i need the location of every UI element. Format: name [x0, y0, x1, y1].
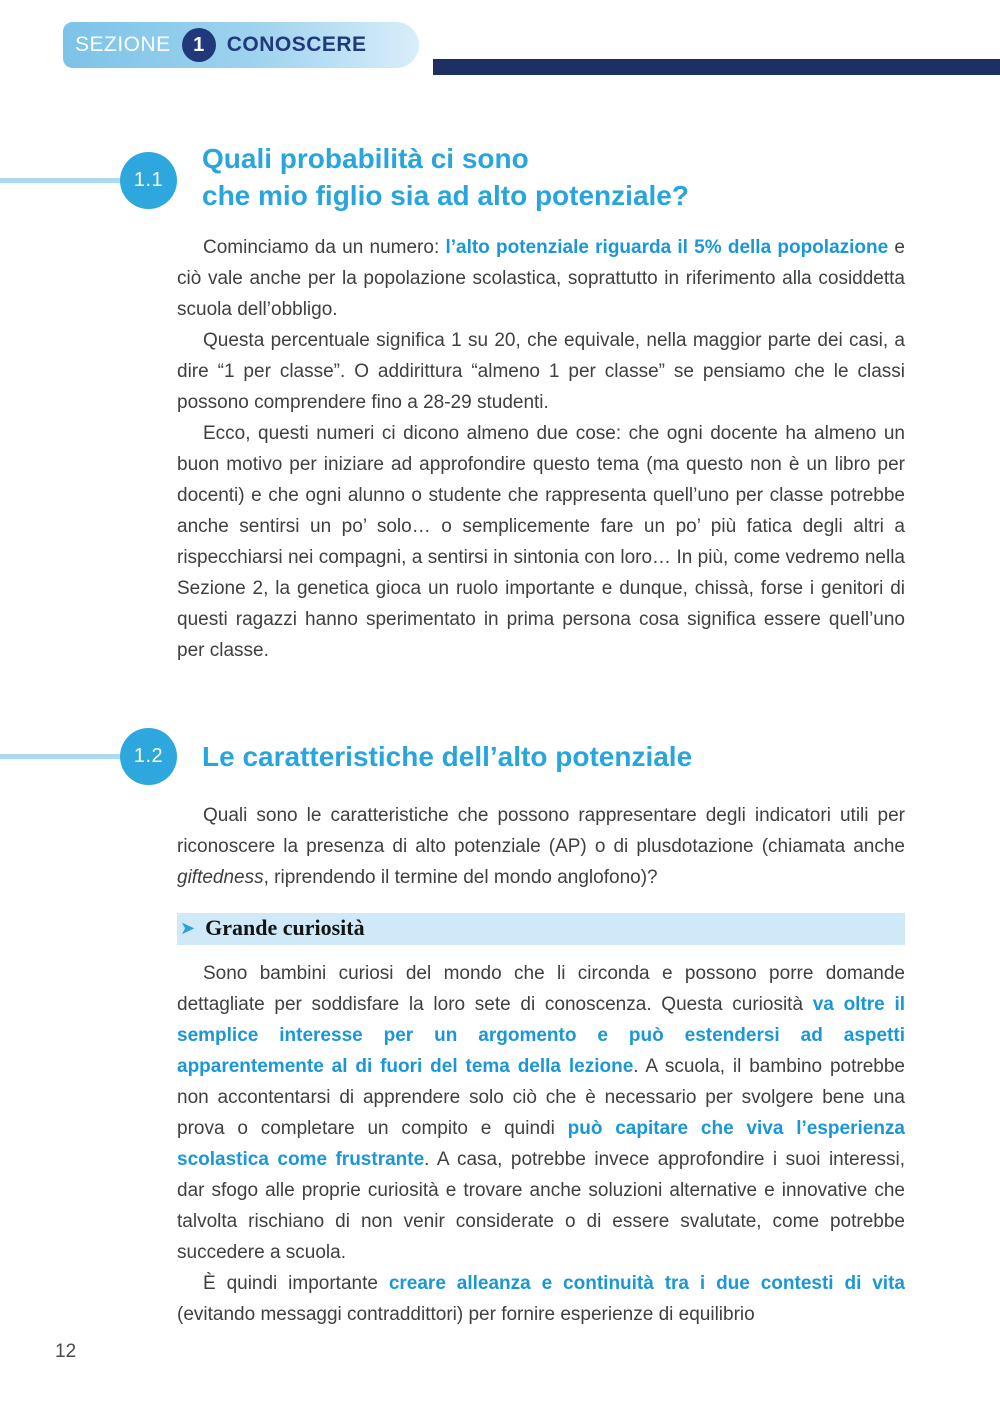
text-run: Sono bambini curiosi del mondo che li circonda e possono porre domande dettagliate per soddisfare la loro sete di conoscenza. Questa curiosità [177, 963, 905, 1015]
banner-section-label: SEZIONE [75, 33, 171, 56]
text-run: Ecco, questi numeri ci dicono almeno due cose: che ogni docente ha almeno un buon motivo per iniziare ad approfondire questo tema (ma questo non è un libro per docenti) e che ogni alunno o studente che rappresenta quell’uno per classe potrebbe anche sentirsi un po’ solo… o semplicemente fare un po’ più fatica degli altri a rispecchiarsi nei compagni, a sentirsi in sintonia con loro… In più, come vedremo nella Sezione 2, la genetica gioca un ruolo importante e dunque, chissà, forse i genitori di questi ragazzi hanno sperimentato in prima persona cosa significa essere quell’uno per classe. [177, 423, 905, 661]
section-title [202, 140, 689, 214]
paragraph [177, 958, 905, 1268]
text-run: Cominciamo da un numero: [203, 237, 446, 258]
text-run: . A scuola, il bambino potrebbe non accontentarsi di apprendere solo ciò che è necessario per svolgere bene una prova o completare un compito e quindi [177, 1056, 905, 1139]
text-run: , riprendendo il termine del mondo anglofono)? [263, 867, 658, 888]
text-run: È quindi importante [203, 1273, 389, 1294]
text-run: va oltre il semplice interesse per un argomento e può estendersi ad aspetti apparentemente al di fuori del tema della lezione [177, 994, 906, 1077]
header-bar [433, 59, 1000, 75]
section-banner [63, 22, 419, 68]
paragraph [177, 325, 905, 418]
paragraph [177, 800, 905, 893]
badge-connector-line [0, 178, 136, 183]
subheading [177, 913, 905, 945]
paragraph [177, 418, 905, 666]
text-run: creare alleanza e continuità tra i due contesti di vita [388, 1273, 905, 1294]
text-run: l’alto potenziale riguarda il 5% della popolazione [445, 237, 889, 258]
paragraph [177, 232, 905, 325]
text-run: (evitando messaggi contraddittori) per fornire esperienze di equilibrio [177, 1304, 755, 1325]
section-title-line: Le caratteristiche dell’alto potenziale [202, 741, 693, 772]
paragraph [177, 1268, 905, 1330]
section-badge: 1.1 [120, 152, 177, 209]
page-number: 12 [55, 1341, 77, 1362]
text-run: può capitare che viva l’esperienza scolastica come frustrante [177, 1118, 905, 1170]
section-title-line: Quali probabilità ci sono [202, 143, 529, 174]
subheading-label: Grande curiosità [205, 915, 365, 940]
text-run: . A casa, potrebbe invece approfondire i suoi interessi, dar sfogo alle proprie curiosità e trovare anche soluzioni alternative e innovative che talvolta rischiano di non venir considerate o di essere svalutate, come potrebbe succedere a scuola. [177, 1149, 905, 1263]
section-body [177, 800, 905, 1330]
text-run: e ciò vale anche per la popolazione scolastica, soprattutto in riferimento alla cosiddetta scuola dell’obbligo. [177, 237, 905, 320]
section-badge: 1.2 [120, 728, 177, 785]
section-body [177, 232, 905, 666]
section-title [202, 738, 692, 775]
arrow-icon: ➤ [180, 917, 196, 939]
banner-section-title: CONOSCERE [226, 33, 367, 56]
badge-connector-line [0, 754, 136, 759]
text-run: giftedness [177, 867, 264, 888]
text-run: Quali sono le caratteristiche che possono rappresentare degli indicatori utili per riconoscere la presenza di alto potenziale (AP) o di plusdotazione (chiamata anche [177, 805, 905, 857]
section-number-badge: 1 [182, 28, 216, 62]
text-run: Questa percentuale significa 1 su 20, che equivale, nella maggior parte dei casi, a dire “1 per classe”. O addirittura “almeno 1 per classe” se pensiamo che le classi possono comprendere fino a 28-29 studenti. [177, 330, 905, 413]
section-title-line: che mio figlio sia ad alto potenziale? [202, 180, 689, 211]
